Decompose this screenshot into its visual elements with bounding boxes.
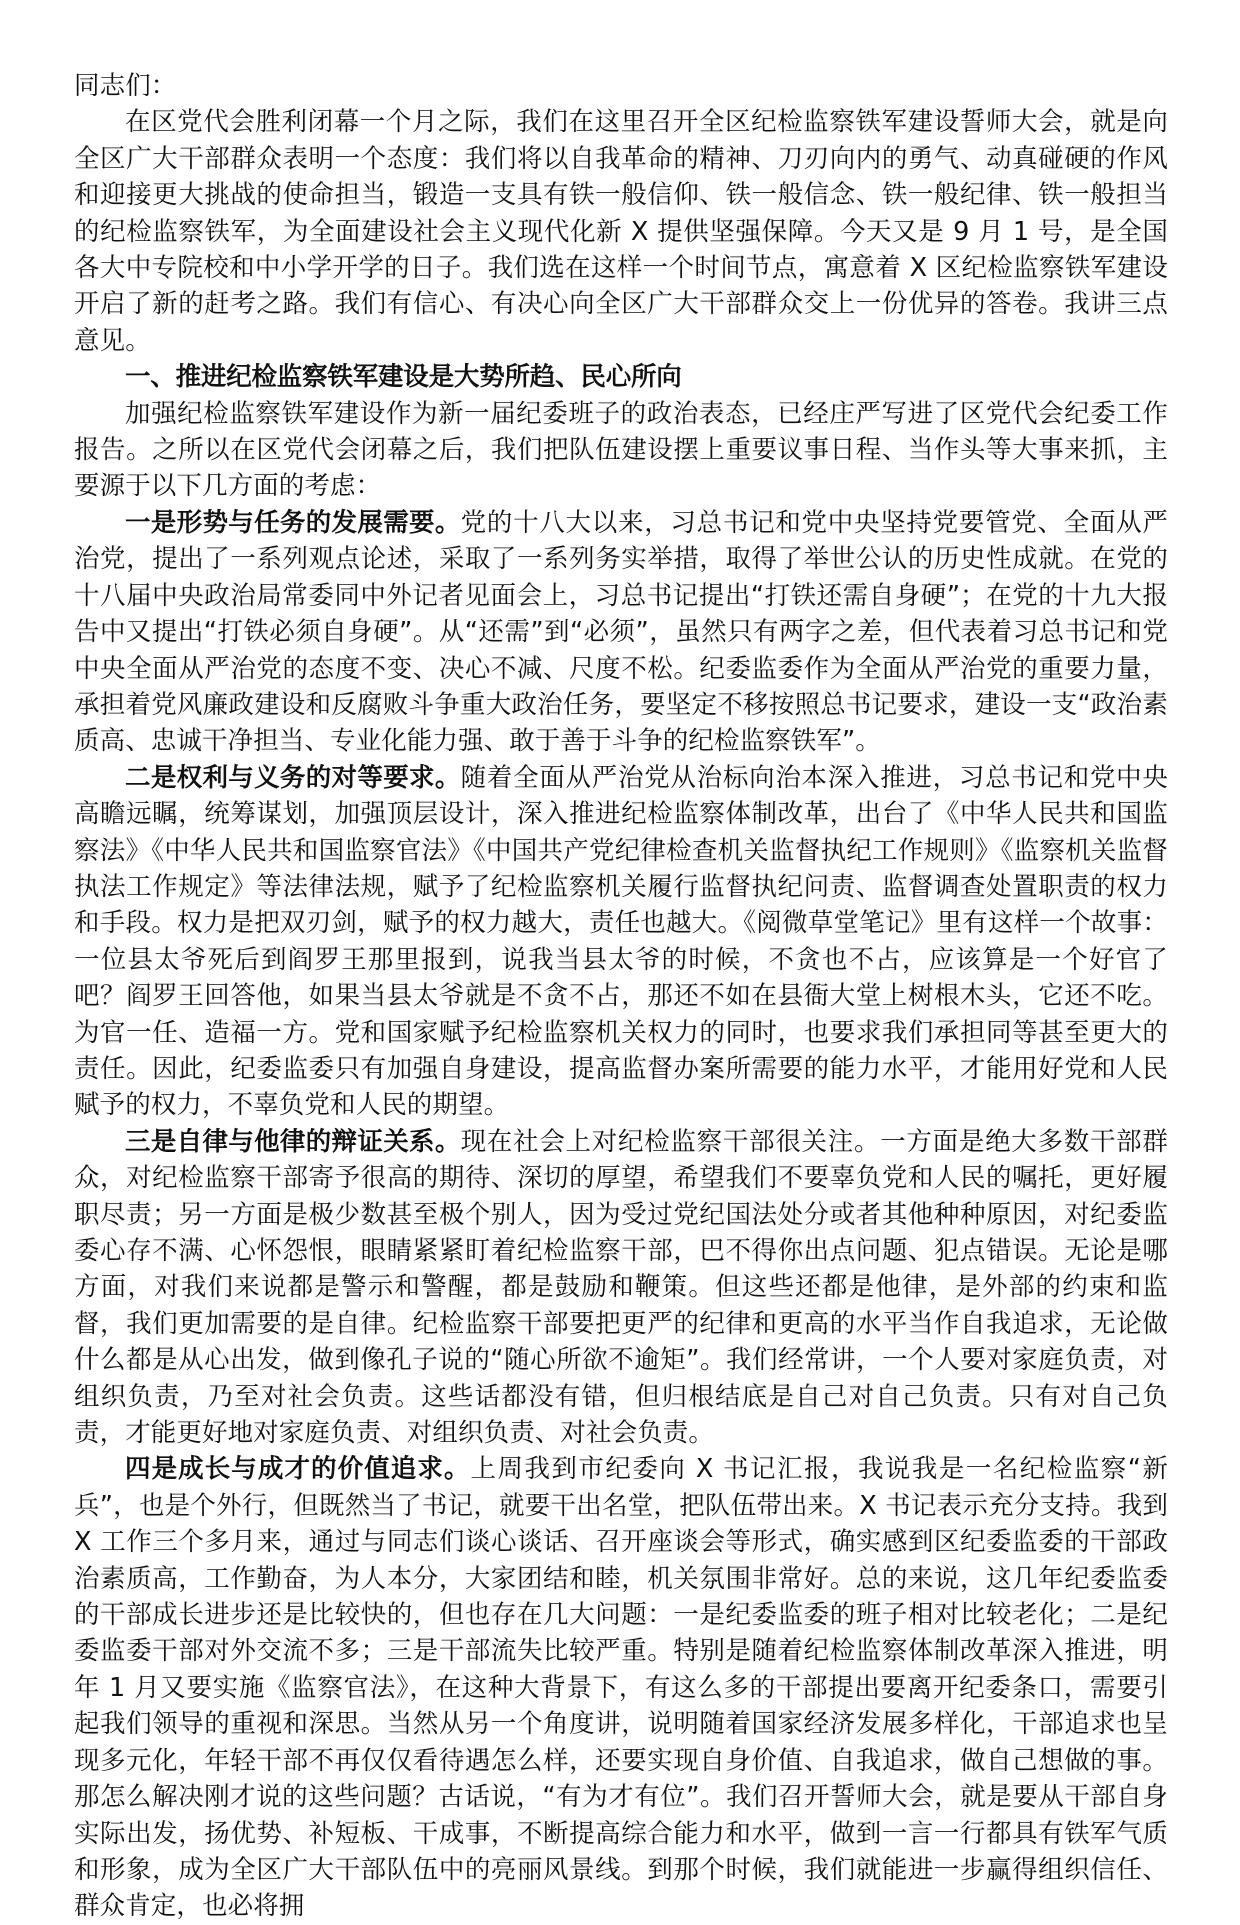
- section-heading-one-text: 一、推进纪检监察铁军建设是大势所趋、民心所向: [125, 362, 682, 393]
- paragraph-point-two: [74, 760, 1168, 1124]
- paragraph-opening: 在区党代会胜利闭幕一个月之际，我们在这里召开全区纪检监察铁军建设誓师大会，就是向全区广大干部群众表明一个态度：我们将以自我革命的精神、刀刃向内的勇气、动真碰硬的作风和迎接更大挑战的使命担当，锻造一支具有铁一般信仰、铁一般信念、铁一般纪律、铁一般担当的纪检监察铁军，为全面建设社会主义现代化新 X 提供坚强保障。今天又是 9 月 1 号，是全国各大中专院校和中小学开学的日子。我们选在这样一个时间节点，寓意着 X 区纪检监察铁军建设开启了新的赶考之路。我们有信心、有决心向全区广大干部群众交上一份优异的答卷。我讲三点意见。: [74, 107, 1168, 356]
- paragraph-point-one: [74, 505, 1168, 760]
- point-four-lead: 四是成长与成才的价值追求。: [125, 1454, 471, 1485]
- paragraph-section-one-intro: 加强纪检监察铁军建设作为新一届纪委班子的政治表态，已经庄严写进了区党代会纪委工作报告。之所以在区党代会闭幕之后，我们把队伍建设摆上重要议事日程、当作头等大事来抓，主要源于以下几方面的考虑：: [74, 398, 1168, 502]
- document-body: [74, 68, 1168, 1925]
- point-two-text: 随着全面从严治党从治标向治本深入推进，习总书记和党中央高瞻远瞩，统筹谋划，加强顶层设计，深入推进纪检监察体制改革，出台了《中华人民共和国监察法》《中华人民共和国监察官法》《中国共产党纪律检查机关监督执纪工作规则》《监察机关监督执法工作规定》等法律法规，赋予了纪检监察机关履行监督执纪问责、监督调查处置职责的权力和手段。权力是把双刃剑，赋予的权力越大，责任也越大。《阅微草堂笔记》里有这样一个故事：一位县太爷死后到阎罗王那里报到，说我当县太爷的时候，不贪也不占，应该算是一个好官了吧？阎罗王回答他，如果当县太爷就是不贪不占，那还不如在县衙大堂上树根木头，它还不吃。为官一任、造福一方。党和国家赋予纪检监察机关权力的同时，也要求我们承担同等甚至更大的责任。因此，纪委监委只有加强自身建设，提高监督办案所需要的能力水平，才能用好党和人民赋予的权力，不辜负党和人民的期望。: [74, 762, 1168, 1121]
- salutation: 同志们：: [74, 71, 177, 101]
- point-two-lead: 二是权利与义务的对等要求。: [125, 762, 461, 793]
- point-three-text: 现在社会上对纪检监察干部很关注。一方面是绝大多数干部群众，对纪检监察干部寄予很高的期待、深切的厚望，希望我们不要辜负党和人民的嘱托，更好履职尽责；另一方面是极少数甚至极个别人，因为受过党纪国法处分或者其他种种原因，对纪委监委心存不满、心怀怨恨，眼睛紧紧盯着纪检监察干部，巴不得你出点问题、犯点错误。无论是哪方面，对我们来说都是警示和警醒，都是鼓励和鞭策。但这些还都是他律，是外部的约束和监督，我们更加需要的是自律。纪检监察干部要把更严的纪律和更高的水平当作自我追求，无论做什么都是从心出发，做到像孔子说的“随心所欲不逾矩”。我们经常讲，一个人要对家庭负责，对组织负责，乃至对社会负责。这些话都没有错，但归根结底是自己对自己负责。只有对自己负责，才能更好地对家庭负责、对组织负责、对社会负责。: [74, 1126, 1168, 1449]
- section-heading-one: [74, 359, 1168, 395]
- paragraph-point-four: [74, 1451, 1168, 1924]
- point-three-lead: 三是自律与他律的辩证关系。: [125, 1126, 461, 1157]
- point-one-text: 党的十八大以来，习总书记和党中央坚持党要管党、全面从严治党，提出了一系列观点论述，采取了一系列务实举措，取得了举世公认的历史性成就。在党的十八届中央政治局常委同中外记者见面会上，习总书记提出“打铁还需自身硬”；在党的十九大报告中又提出“打铁必须自身硬”。从“还需”到“必须”，虽然只有两字之差，但代表着习总书记和党中央全面从严治党的态度不变、决心不减、尺度不松。纪委监委作为全面从严治党的重要力量，承担着党风廉政建设和反腐败斗争重大政治任务，要坚定不移按照总书记要求，建设一支“政治素质高、忠诚干净担当、专业化能力强、敢于善于斗争的纪检监察铁军”。: [74, 507, 1168, 757]
- paragraph-point-three: [74, 1124, 1168, 1452]
- point-one-lead: 一是形势与任务的发展需要。: [125, 507, 461, 538]
- point-four-text: 上周我到市纪委向 X 书记汇报，我说我是一名纪检监察“新兵”，也是个外行，但既然当了书记，就要干出名堂，把队伍带出来。X 书记表示充分支持。我到 X 工作三个多月来，通过与同志们谈心谈话、召开座谈会等形式，确实感到区纪委监委的干部政治素质高，工作勤奋，为人本分，大家团结和睦，机关氛围非常好。总的来说，这几年纪委监委的干部成长进步还是比较快的，但也存在几大问题：一是纪委监委的班子相对比较老化；二是纪委监委干部对外交流不多；三是干部流失比较严重。特别是随着纪检监察体制改革深入推进，明年 1 月又要实施《监察官法》，在这种大背景下，有这么多的干部提出要离开纪委条口，需要引起我们领导的重视和深思。当然从另一个角度讲，说明随着国家经济发展多样化，干部追求也呈现多元化，年轻干部不再仅仅看待遇怎么样，还要实现自身价值、自我追求，做自己想做的事。那怎么解决刚才说的这些问题？古话说，“有为才有位”。我们召开誓师大会，就是要从干部自身实际出发，扬优势、补短板、干成事，不断提高综合能力和水平，做到一言一行都具有铁军气质和形象，成为全区广大干部队伍中的亮丽风景线。到那个时候，我们就能进一步赢得组织信任、群众肯定，也必将拥: [74, 1454, 1168, 1922]
